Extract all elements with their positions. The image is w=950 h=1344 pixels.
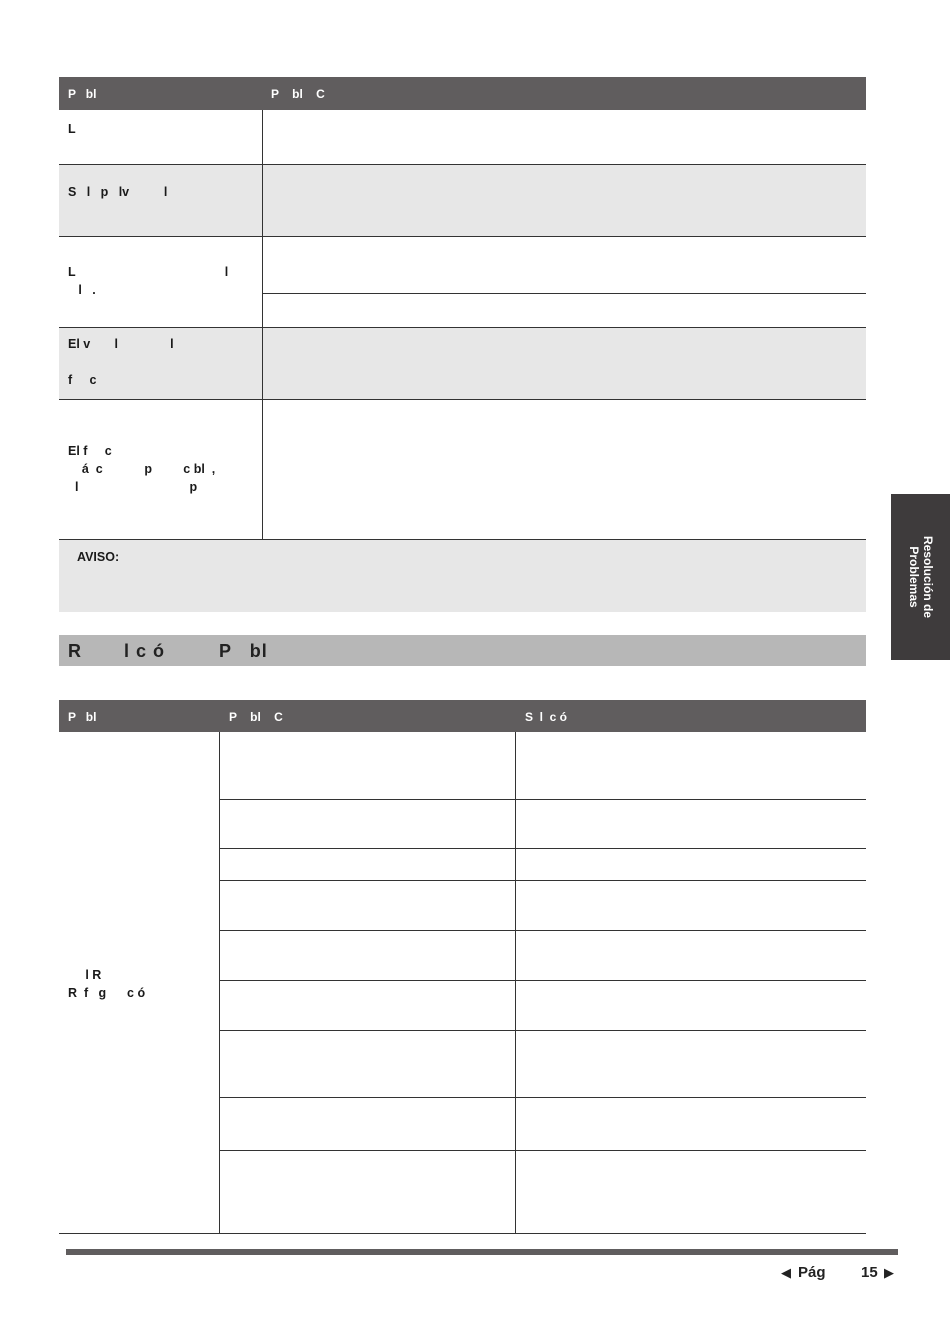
table1-row-separator	[59, 327, 866, 328]
page-number: 15	[861, 1264, 878, 1281]
table2-bottom-border	[59, 1233, 866, 1234]
table1-header-problem: P bl	[68, 87, 97, 101]
table2-row-separator	[220, 880, 866, 881]
table2-row-separator	[220, 1030, 866, 1031]
notice-label: AVISO:	[77, 550, 120, 564]
table2-problem: l R R f g c ó	[68, 968, 146, 1000]
table2-row-separator	[220, 930, 866, 931]
section-title: R l c ó P bl	[68, 641, 268, 661]
table1-row-2-bg	[59, 165, 866, 236]
table1-row-2-problem: S l p lv l	[68, 185, 168, 199]
table1-row-separator	[59, 399, 866, 400]
table2-header-problem: P bl	[68, 710, 97, 724]
table2-row-separator	[220, 980, 866, 981]
side-tab-label: Resolución de Problemas	[906, 535, 935, 619]
table1-row-separator	[263, 293, 866, 294]
table1-header	[59, 77, 866, 110]
table2-divider-vertical	[219, 732, 220, 1234]
table2-row-separator	[220, 1097, 866, 1098]
table1-row-separator	[59, 236, 866, 237]
next-page-arrow-icon[interactable]: ▶	[884, 1265, 894, 1280]
table2-row-separator	[220, 848, 866, 849]
table2-header-solution: S l c ó	[525, 710, 568, 724]
table2-header	[59, 700, 866, 732]
table2-divider-vertical	[515, 732, 516, 1234]
table2-row-separator	[220, 1150, 866, 1151]
table1-divider-vertical	[262, 110, 263, 540]
notice-box	[59, 540, 866, 612]
section-title-bar	[59, 635, 866, 666]
table1-row-separator	[59, 164, 866, 165]
table1-row-4-bg	[59, 328, 866, 399]
table1-row-4-problem: El v l l f c	[68, 337, 174, 387]
table1-header-cause: P bl C	[271, 87, 325, 101]
prev-page-arrow-icon[interactable]: ◀	[781, 1265, 791, 1280]
table2-header-cause: P bl C	[229, 710, 283, 724]
side-section-tab[interactable]	[891, 494, 950, 660]
table1-row-5-problem: El f c á c p c bl , l p	[68, 444, 216, 494]
table1-row-3-problem: L l l .	[68, 265, 229, 297]
footer-rule	[66, 1249, 898, 1255]
page-label: Pág	[798, 1264, 826, 1281]
table1-row-1-problem: L	[68, 122, 76, 136]
table2-row-separator	[220, 799, 866, 800]
